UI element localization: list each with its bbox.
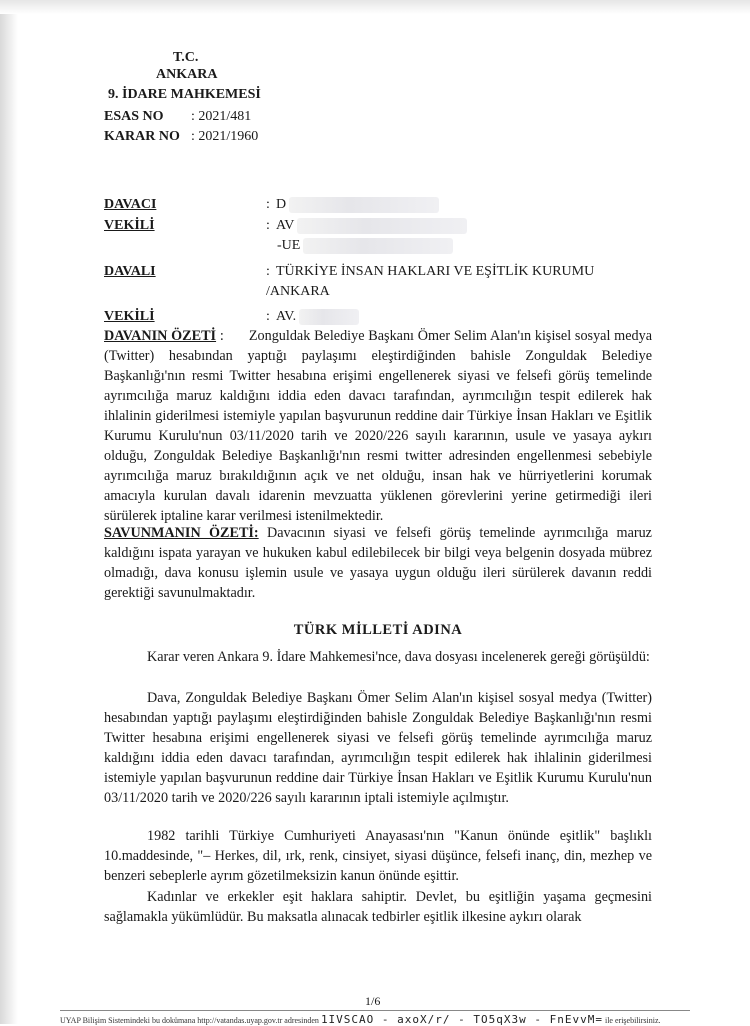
footer-note-end: ile erişebilirsiniz. bbox=[604, 1016, 661, 1025]
redaction-mark bbox=[303, 238, 453, 254]
esas-no-label: ESAS NO bbox=[104, 109, 164, 124]
vekili-row-2: VEKİLİ : AV. bbox=[104, 307, 359, 326]
page-top-shadow bbox=[0, 0, 750, 14]
vekili-row-1: VEKİLİ : AV bbox=[104, 216, 467, 235]
header-city: ANKARA bbox=[156, 67, 218, 82]
footer-note bbox=[60, 1013, 750, 1026]
page-edge-shadow bbox=[0, 0, 18, 1024]
davaci-label: DAVACI bbox=[104, 197, 157, 212]
body-paragraph-4: Kadınlar ve erkekler eşit haklara sahiptir. Devlet, bu eşitliğin yaşama geçmesini sağlamakla yükümlüdür. Bu maksatla alınacak tedbirler eşitlik ilkesine aykırı olarak bbox=[104, 889, 652, 925]
davali-row: DAVALI : TÜRKİYE İNSAN HAKLARI VE EŞİTLİK KURUMU bbox=[104, 264, 595, 279]
vekili-value-1: AV bbox=[276, 218, 295, 233]
davali-address-line: /ANKARA bbox=[266, 284, 330, 299]
page-number: 1/6 bbox=[365, 994, 381, 1008]
davaci-value: D bbox=[276, 197, 287, 212]
defense-summary-label: SAVUNMANIN ÖZETİ: bbox=[104, 525, 259, 541]
redaction-mark bbox=[289, 197, 439, 213]
esas-no-row bbox=[104, 109, 251, 125]
body-paragraph-1: Karar veren Ankara 9. İdare Mahkemesi'nce, dava dosyası incelenerek gereği görüşüldü: bbox=[147, 649, 650, 665]
header-tc: T.C. bbox=[173, 50, 199, 65]
vekili-label-2: VEKİLİ bbox=[104, 309, 155, 324]
body-paragraph-3: 1982 tarihli Türkiye Cumhuriyeti Anayasası'nın "Kanun önünde eşitlik" başlıklı 10.maddesinde, "– Herkes, dil, ırk, renk, cinsiyet, siyasi düşünce, felsefi inanç, din, mezhep ve benzeri sebeplerle ayrım gözetilmeksizin kanun önünde eşittir. bbox=[104, 828, 652, 884]
case-summary-text: Zonguldak Belediye Başkanı Ömer Selim Alan'ın kişisel sosyal medya (Twitter) hesabından yaptığı paylaşımı eleştirdiğinden bahisle Zonguldak Belediye Başkanlığı'nın resmi Twitter hesabına erişimi engellenerek siyasi ve felsefi görüş temelinde ayrımcılığa maruz kaldığını iddia eden davacı tarafından, ayrımcılığın tespit edilerek hak ihlalinin giderilmesi istemiyle yapılan başvurunun reddine dair Türkiye İnsan Hakları ve Eşitlik Kurumu Kurulu'nun 03/11/2020 tarih ve 2020/226 sayılı kararının, usule ve yasaya aykırı olduğu, Zonguldak Belediye Başkanlığı'nın resmi twitter adresinden engellenmesi sebebiyle ayrımcılığa maruz bırakıldığının açık ve net olduğu, insan hak ve hürriyetlerini korumak amacıyla kurulan davalı idarenin mevzuatta yüklenen görevlerini yerine getirmediği ileri sürülerek iptaline karar verilmesi istenilmektedir. bbox=[104, 328, 652, 524]
davali-label: DAVALI bbox=[104, 264, 156, 279]
case-summary-label: DAVANIN ÖZETİ bbox=[104, 328, 217, 344]
footer-divider bbox=[60, 1010, 690, 1011]
esas-no-value: : 2021/481 bbox=[191, 109, 252, 124]
section-heading: TÜRK MİLLETİ ADINA bbox=[293, 622, 463, 638]
defense-summary-paragraph bbox=[104, 523, 652, 603]
vekili-address-line: -UE bbox=[277, 238, 453, 254]
redaction-mark bbox=[297, 218, 467, 234]
karar-no-value: : 2021/1960 bbox=[191, 129, 259, 144]
defense-summary-text: Davacının siyasi ve felsefi görüş temelinde ayrımcılığa maruz kaldığını ispata yarayan ve hukuken kabul edilebilecek bir bilgi veya belgenin dosyada mübrez olmadığı, dava konusu işlemin usule ve yasaya uygun olduğu ileri sürülerek davanın reddi gerektiği savunulmaktadır. bbox=[104, 525, 652, 601]
vekili-label-1: VEKİLİ bbox=[104, 218, 155, 233]
davali-value: TÜRKİYE İNSAN HAKLARI VE EŞİTLİK KURUMU bbox=[276, 264, 595, 279]
footer-verification-code: 1IVSCAO - axoX/r/ - TO5qX3w - FnEvvM= bbox=[320, 1013, 603, 1026]
karar-no-row bbox=[104, 129, 258, 145]
footer-note-text: UYAP Bilişim Sistemindeki bu dokümana http://vatandas.uyap.gov.tr adresinden bbox=[60, 1016, 319, 1025]
header-court: 9. İDARE MAHKEMESİ bbox=[108, 87, 261, 102]
body-paragraph-2: Dava, Zonguldak Belediye Başkanı Ömer Selim Alan'ın kişisel sosyal medya (Twitter) hesabından yaptığı paylaşımı eleştirdiğinden bahisle Zonguldak Belediye Başkanlığı'nın resmi Twitter hesabına erişimi engellenerek siyasi ve felsefi görüş temelinde ayrımcılığa maruz kaldığını iddia eden davacı tarafından, ayrımcılığın tespit edilerek hak ihlalinin giderilmesi istemiyle yapılan başvurunun reddine dair Türkiye İnsan Hakları ve Eşitlik Kurumu Kurulu'nun 03/11/2020 tarih ve 2020/226 sayılı kararının iptali istemiyle açılmıştır. bbox=[104, 690, 652, 806]
karar-no-label: KARAR NO bbox=[104, 129, 180, 144]
redaction-mark bbox=[299, 309, 359, 325]
davaci-row: DAVACI : D bbox=[104, 195, 439, 214]
vekili-value-2: AV. bbox=[276, 309, 297, 324]
case-summary-paragraph: DAVANIN ÖZETİ : Zonguldak Belediye Başkanı Ömer Selim Alan'ın kişisel sosyal medya (Twitter) hesabından yaptığı paylaşımı eleştirdiğinden bahisle Zonguldak Belediye Başkanlığı'nın resmi Twitter hesabına erişimi engellenerek siyasi ve felsefi görüş temelinde ayrımcılığa maruz kaldığını iddia eden davacı tarafından, ayrımcılığın tespit edilerek hak ihlalinin giderilmesi istemiyle yapılan başvurunun reddine dair Türkiye İnsan Hakları ve Eşitlik Kurumu Kurulu'nun 03/11/2020 tarih ve 2020/226 sayılı kararının, usule ve yasaya aykırı olduğu, Zonguldak Belediye Başkanlığı'nın resmi twitter adresinden engellenmesi sebebiyle ayrımcılığa maruz bırakıldığının açık ve net olduğu, insan hak ve hürriyetlerini korumak amacıyla kurulan davalı idarenin mevzuatta yüklenen görevlerini yerine getirmediği ileri sürülerek iptaline karar verilmesi istenilmektedir. bbox=[104, 328, 652, 524]
